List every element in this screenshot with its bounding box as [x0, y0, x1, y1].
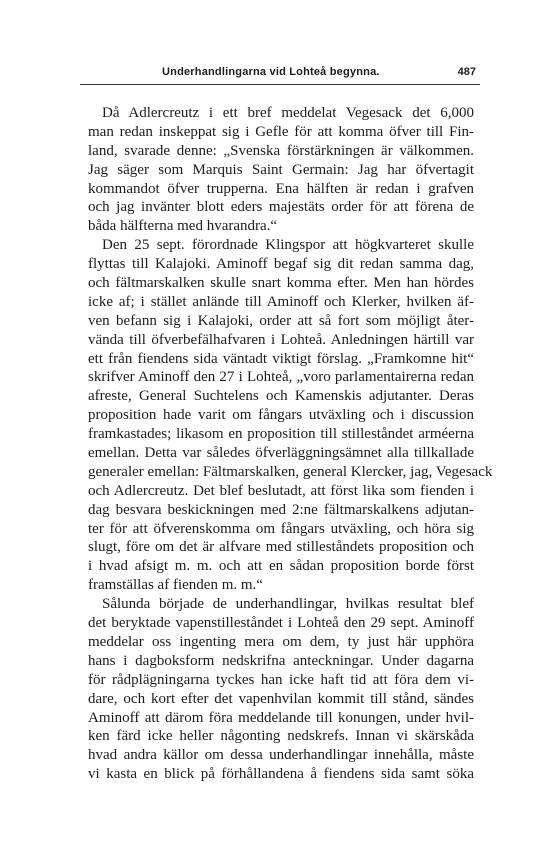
text-line: Jag säger som Marquis Saint Germain: Jag har öfvertagit	[88, 161, 474, 178]
text-line: generaler emellan: Fältmarskalken, general Klercker, jag, Vegesack	[88, 463, 493, 480]
text-line: båda hälfterna med hvarandra.“	[88, 218, 278, 235]
text-line: ett från fiendens sida väntadt viktigt förslag. „Framkomne hit“	[88, 350, 474, 367]
text-line: ven befann sig i Kalajoki, order att så fort som möjligt åter-	[88, 312, 474, 329]
text-line: kommandot öfver trupperna. Ena hälften är redan i grafven	[88, 180, 474, 197]
text-line: man redan inskeppat sig i Gefle för att komma öfver till Fin-	[88, 123, 474, 140]
text-line: dag besvara beskickningen med 2:ne fältmarskalkens adjutan-	[88, 501, 474, 518]
text-line: meddelar oss ingenting mera om dem, ty just här upphöra	[88, 633, 474, 650]
text-line: ken färd icke heller någonting nedskrefs. Innan vi skärskåda	[88, 728, 474, 745]
text-line: Aminoff att därom föra meddelande till konungen, under hvil-	[88, 709, 474, 726]
text-line: Då Adlercreutz i ett bref meddelat Vegesack det 6,000	[102, 105, 474, 121]
header-title: Underhandlingarna vid Lohteå begynna.	[162, 66, 380, 78]
text-line: i hvad afsigt m. m. och att en sådan proposition borde först	[88, 558, 474, 575]
text-line: vända till öfverbefälhafvaren i Lohteå. Anledningen härtill var	[88, 331, 474, 348]
text-line: land, svarade denne: „Svenska förstärkningen är välkommen.	[88, 142, 474, 159]
text-line: och Adlercreutz. Det blef beslutadt, att först lika som fienden i	[88, 482, 474, 499]
text-line: Den 25 sept. förordnade Klingspor att högkvarteret skulle	[102, 237, 474, 254]
page-number: 487	[457, 66, 476, 78]
text-line: det beryktade vapenstilleståndet i Lohteå den 29 sept. Aminoff	[88, 615, 474, 632]
text-line: slugt, före om det är alfvare med stilleståndets proposition och	[88, 539, 474, 556]
text-line: framkastades; likasom en proposition till stilleståndet arméerna	[88, 426, 474, 443]
running-header	[80, 60, 480, 85]
text-line: och fältmarskalken skulle snart komma efter. Men han hördes	[88, 275, 474, 292]
text-line: och jag invänter blott eders majestäts order för att förena de	[88, 199, 474, 216]
text-line: emellan. Detta var således öfverläggningsämnet alla tillkallade	[88, 445, 474, 462]
text-line: ter för att öfverenskomma om fångars utväxling, och höra sig	[88, 520, 474, 537]
text-line: afreste, General Suchtelens och Kamenskis adjutanter. Deras	[88, 388, 474, 405]
text-line: framställas af fienden m. m.“	[88, 577, 263, 594]
body-text	[88, 104, 493, 784]
text-line: för rådplägningarna tyckes han icke haft tid att föra dem vi-	[88, 671, 474, 688]
text-line: skrifver Aminoff den 27 i Lohteå, „voro parlamentairerna redan	[88, 369, 474, 386]
text-line: Sålunda började de underhandlingar, hvilkas resultat blef	[102, 596, 474, 613]
text-line: hvad andra källor om dessa underhandlingar innehålla, måste	[88, 747, 474, 764]
text-line: flyttas till Kalajoki. Aminoff begaf sig dit redan samma dag,	[88, 256, 474, 273]
text-line: proposition hade varit om fångars utväxling och i discussion	[88, 407, 474, 424]
text-line: icke af; i stället anlände till Aminoff och Klerker, hvilken äf-	[88, 293, 474, 310]
text-line: hans i dagboksform nedskrifna anteckningar. Under dagarna	[88, 652, 474, 669]
text-line: vi kasta en blick på förhållandena å fiendens sida samt söka	[88, 766, 474, 783]
text-line: dare, och kort efter det vapenhvilan kommit till stånd, sändes	[88, 690, 474, 707]
